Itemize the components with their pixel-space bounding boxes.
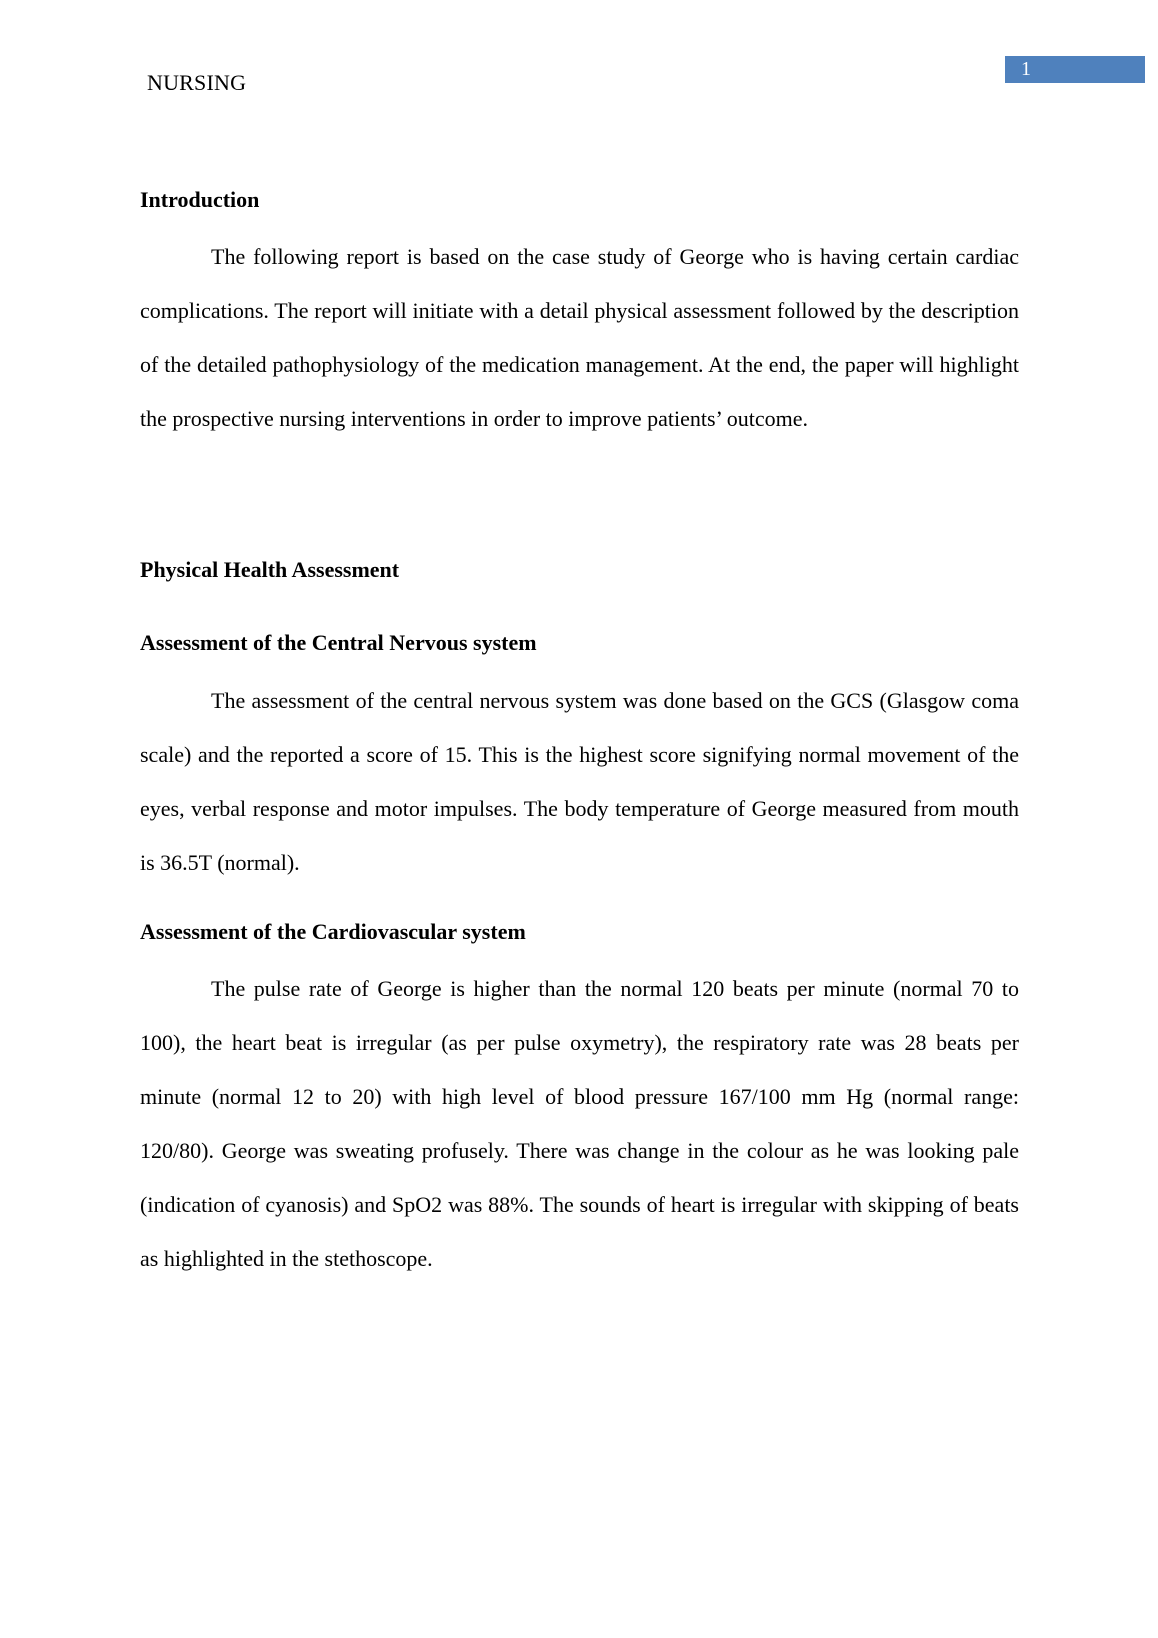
paragraph-introduction: The following report is based on the case study of George who is having certain cardiac complications. The report will initiate with a detail physical assessment followed by the description of the detailed pathophysiology of the medication management. At the end, the paper will highlight the prospective nursing interventions in order to improve patients’ outcome. — [140, 244, 1019, 431]
heading-cns-assessment: Assessment of the Central Nervous system — [140, 630, 537, 655]
heading-physical-health-assessment: Physical Health Assessment — [140, 557, 400, 582]
paragraph-cns-assessment: The assessment of the central nervous system was done based on the GCS (Glasgow coma scale) and the reported a score of 15. This is the highest score signifying normal movement of the eyes, verbal response and motor impulses. The body temperature of George measured from mouth is 36.5T (normal). — [140, 688, 1019, 875]
heading-introduction: Introduction — [140, 187, 260, 212]
running-head: NURSING — [147, 70, 247, 95]
heading-cardiovascular-assessment: Assessment of the Cardiovascular system — [140, 919, 526, 944]
paragraph-cardiovascular-assessment: The pulse rate of George is higher than the normal 120 beats per minute (normal 70 to 100), the heart beat is irregular (as per pulse oxymetry), the respiratory rate was 28 beats per minute (normal 12 to 20) with high level of blood pressure 167/100 mm Hg (normal range: 120/80). George was sweating profusely. There was change in the colour as he was looking pale (indication of cyanosis) and SpO2 was 88%. The sounds of heart is irregular with skipping of beats as highlighted in the stethoscope. — [140, 976, 1019, 1271]
page-number: 1 — [1005, 56, 1145, 83]
